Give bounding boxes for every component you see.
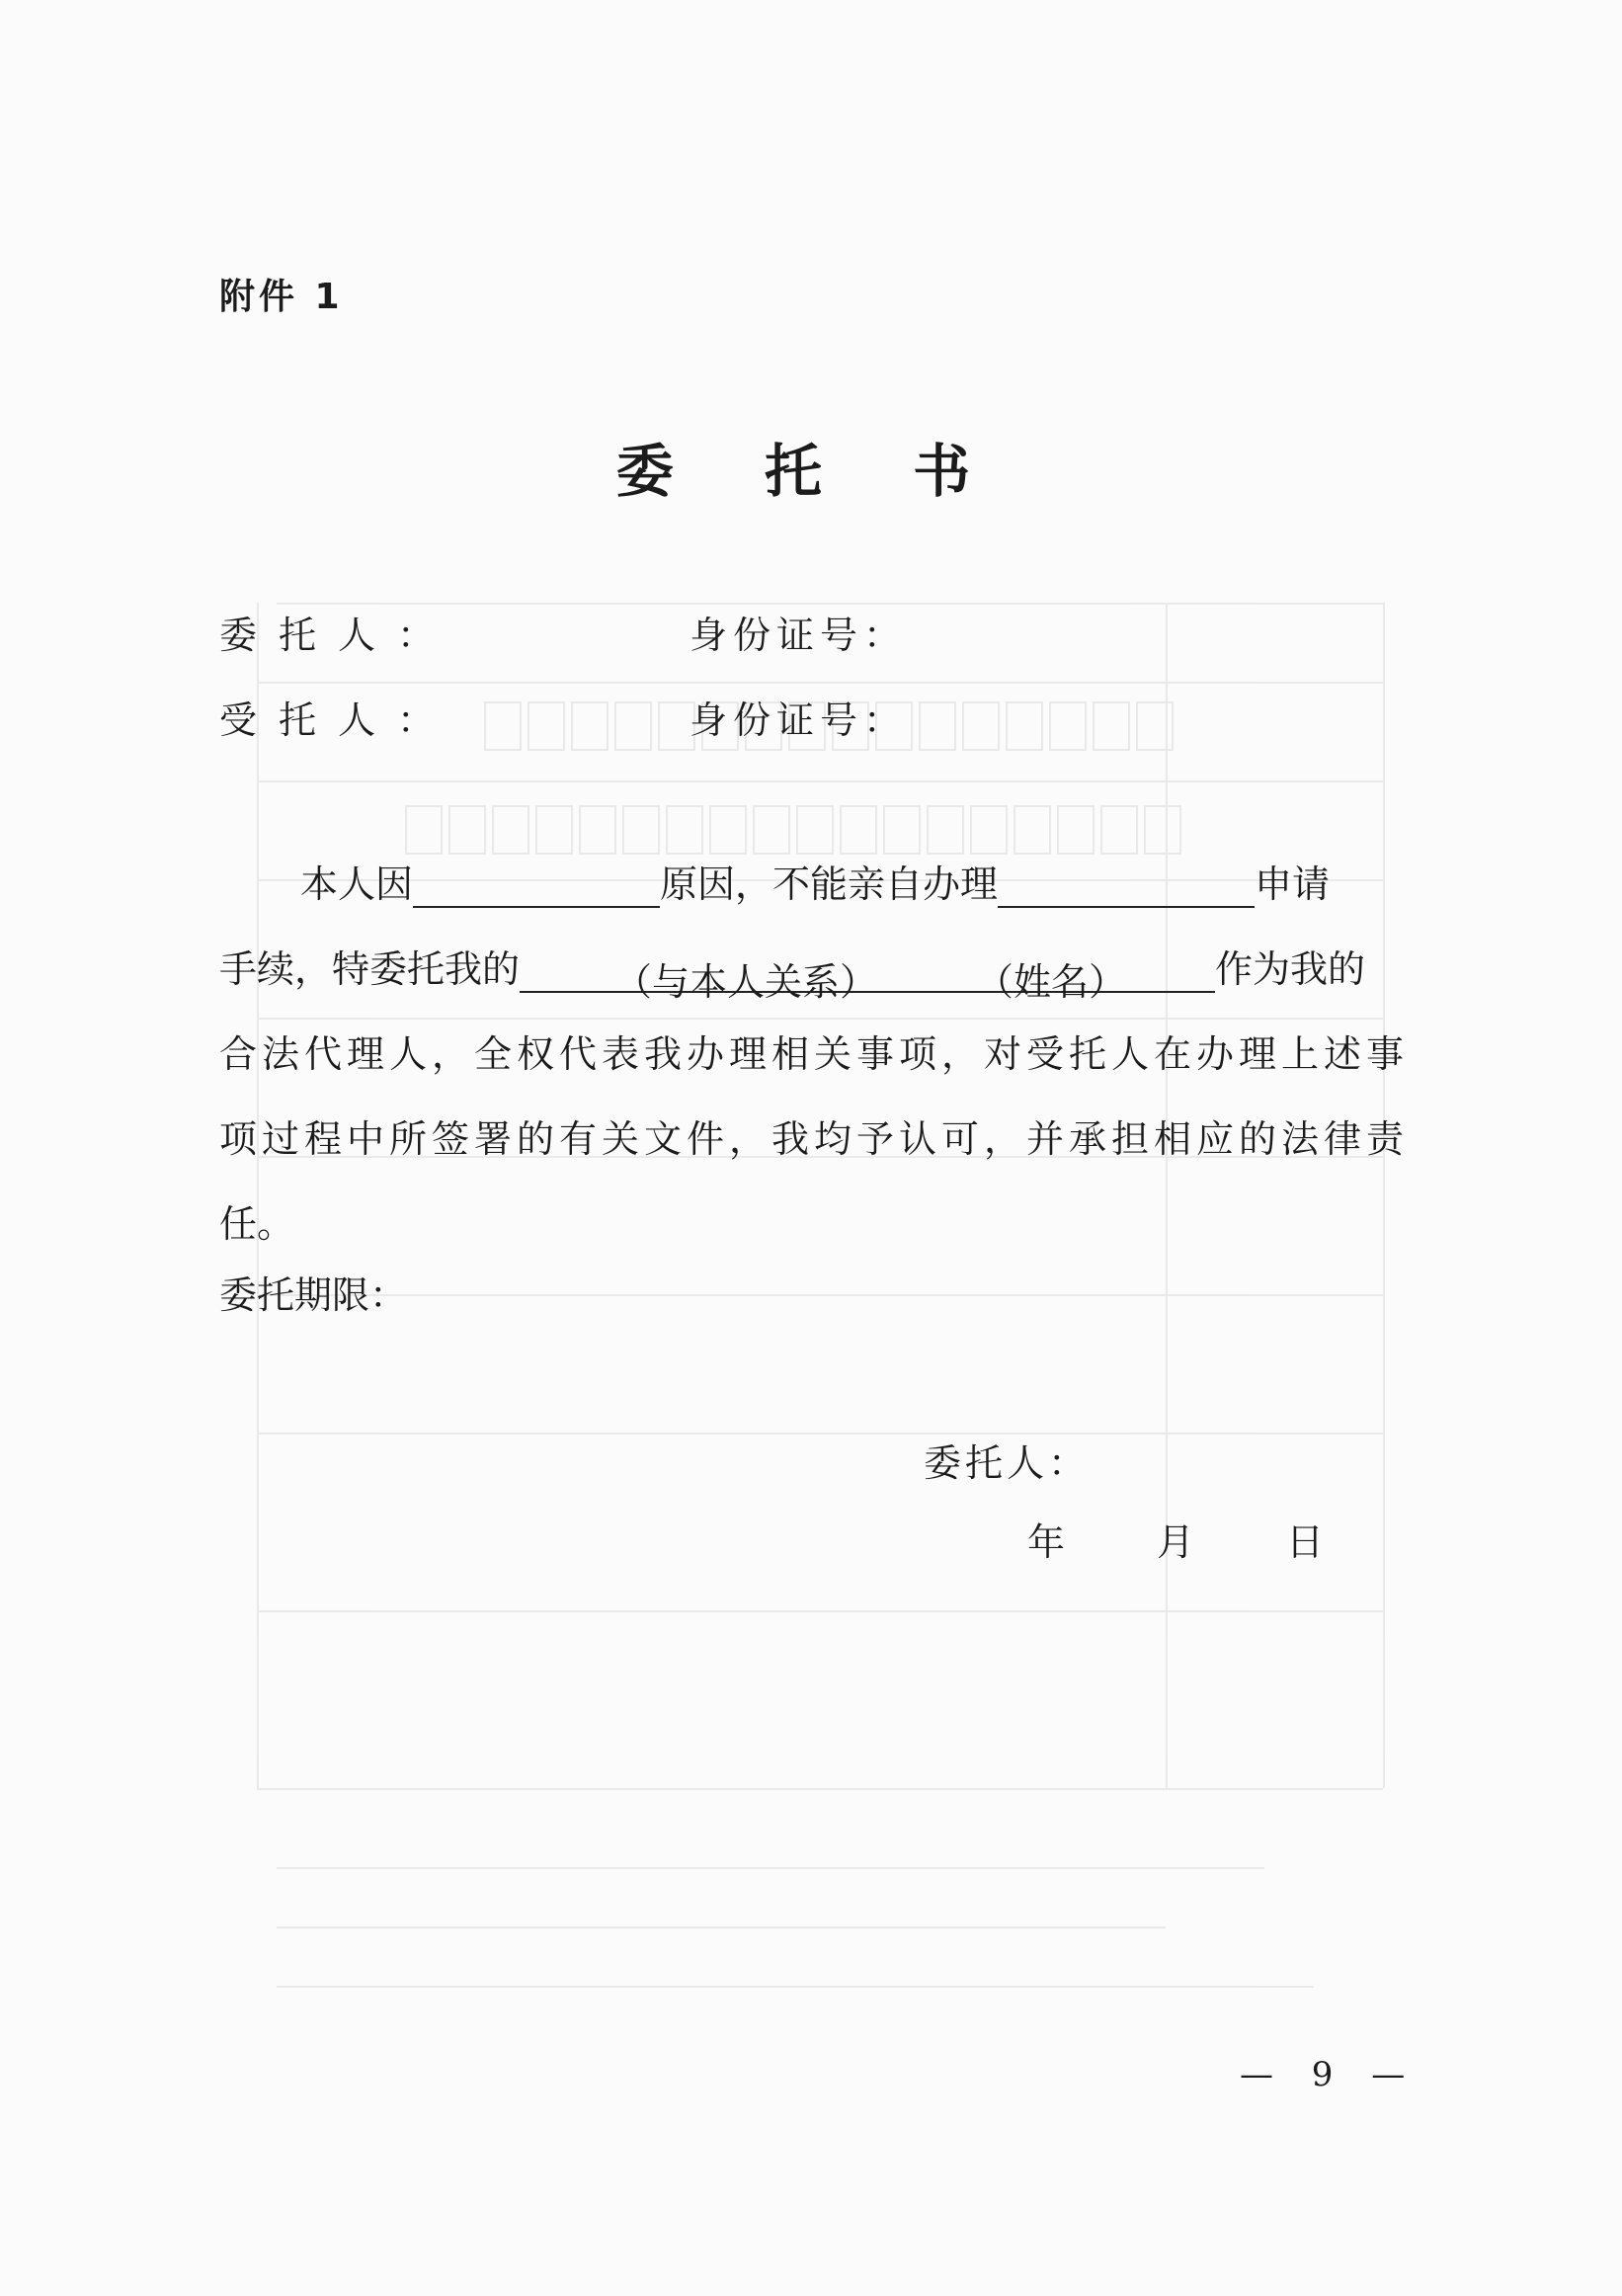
- body-line-3: [219, 1024, 1415, 1078]
- as-my-text: 作为我的: [1215, 947, 1366, 991]
- application-word: 申请: [1255, 862, 1331, 906]
- reason-suffix: 原因，不能亲自办理: [660, 862, 999, 906]
- principal-label: 委托人：: [219, 614, 457, 657]
- year-label: 年: [1027, 1520, 1066, 1564]
- signature-date: [1027, 1512, 1324, 1566]
- annex-label: 附件 1: [219, 277, 344, 317]
- term-row: [219, 1265, 1415, 1319]
- body-text-4: 项过程中所签署的有关文件，我均予认可，并承担相应的法律责: [219, 1117, 1410, 1161]
- entrust-prefix: 手续，特委托我的: [219, 947, 521, 991]
- body-text-3: 合法代理人，全权代表我办理相关事项，对受托人在办理上述事: [219, 1032, 1410, 1076]
- relationship-blank[interactable]: [520, 951, 1215, 1004]
- day-label: 日: [1285, 1520, 1324, 1564]
- reason-blank[interactable]: [413, 866, 660, 908]
- agent-label: 受托人：: [219, 698, 457, 742]
- body-line-1: [219, 854, 1415, 908]
- month-label: 月: [1156, 1520, 1194, 1564]
- reason-prefix: 本人因: [300, 862, 414, 906]
- body-line-4: [219, 1108, 1415, 1163]
- page-number: — 9 —: [1240, 2055, 1419, 2094]
- term-label: 委托期限：: [219, 1273, 408, 1317]
- body-line-2: [219, 939, 1415, 1004]
- body-text-5: 任。: [219, 1202, 295, 1246]
- name-hint: （姓名）: [976, 960, 1127, 1004]
- signer-label: 委托人：: [924, 1441, 1091, 1485]
- agent-id-label: 身份证号：: [689, 698, 908, 742]
- principal-id-label: 身份证号：: [689, 614, 908, 657]
- matter-blank[interactable]: [998, 866, 1255, 908]
- document-title: 委 托 书: [615, 438, 1007, 505]
- body-line-5: [219, 1193, 1415, 1248]
- relationship-hint: （与本人关系）: [614, 960, 878, 1004]
